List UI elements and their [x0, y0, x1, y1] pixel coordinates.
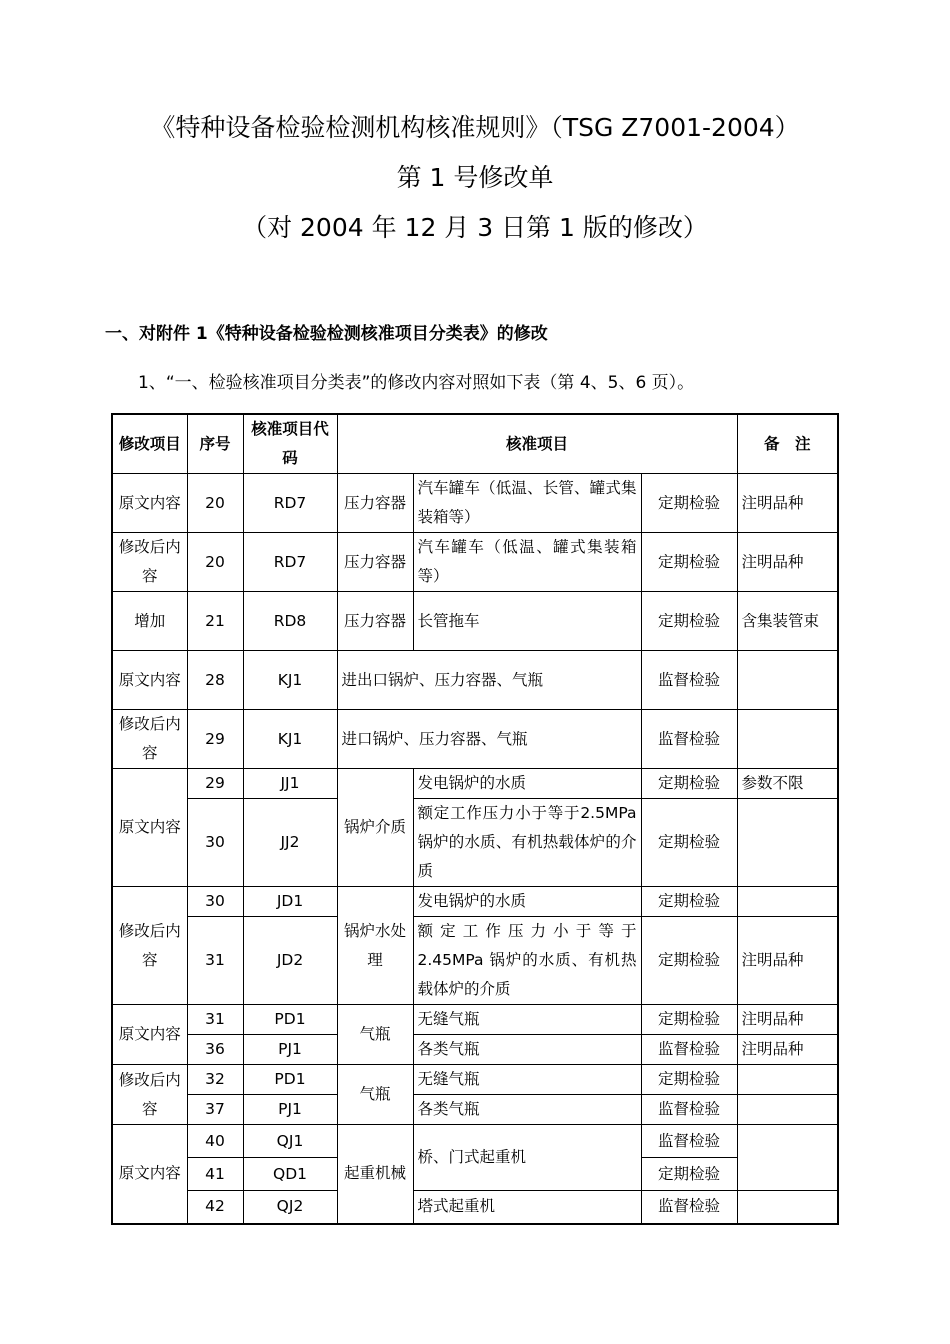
cell-type: 原文内容	[112, 1005, 187, 1065]
table-row	[112, 651, 838, 710]
cell-description: 桥、门式起重机	[413, 1125, 641, 1191]
table-row	[112, 710, 838, 769]
cell-remark: 注明品种	[737, 1005, 838, 1035]
cell-seq: 20	[187, 533, 243, 592]
cell-mode: 定期检验	[641, 533, 737, 592]
cell-remark: 注明品种	[737, 1035, 838, 1065]
cell-type: 原文内容	[112, 1125, 187, 1224]
cell-description: 各类气瓶	[413, 1095, 641, 1125]
table-row	[112, 1191, 838, 1224]
cell-type: 原文内容	[112, 474, 187, 533]
cell-mode: 监督检验	[641, 1035, 737, 1065]
cell-code: QJ2	[243, 1191, 337, 1224]
cell-description: 长管拖车	[413, 592, 641, 651]
table-header-row	[112, 414, 838, 474]
cell-remark	[737, 651, 838, 710]
cell-code: KJ1	[243, 710, 337, 769]
table-row	[112, 1005, 838, 1035]
cell-seq: 31	[187, 1005, 243, 1035]
cell-description: 汽车罐车（低温、罐式集装箱等）	[413, 533, 641, 592]
table-row	[112, 1095, 838, 1125]
cell-remark	[737, 1191, 838, 1224]
cell-seq: 30	[187, 887, 243, 917]
intro-paragraph: 1、“一、检验核准项目分类表”的修改内容对照如下表（第 4、5、6 页）。	[138, 373, 695, 393]
cell-category: 压力容器	[337, 592, 413, 651]
cell-type: 修改后内容	[112, 887, 187, 1005]
header-remark: 备 注	[737, 414, 838, 474]
cell-remark	[737, 1125, 838, 1191]
table-row	[112, 887, 838, 917]
cell-seq: 28	[187, 651, 243, 710]
amendment-table	[111, 413, 839, 1225]
cell-description: 额定工作压力小于等于2.5MPa 锅炉的水质、有机热载体炉的介质	[413, 799, 641, 887]
table-row	[112, 1065, 838, 1095]
cell-remark	[737, 710, 838, 769]
cell-mode: 监督检验	[641, 651, 737, 710]
cell-remark: 参数不限	[737, 769, 838, 799]
cell-description: 无缝气瓶	[413, 1065, 641, 1095]
cell-code: PD1	[243, 1005, 337, 1035]
cell-type: 增加	[112, 592, 187, 651]
cell-seq: 32	[187, 1065, 243, 1095]
cell-category: 气瓶	[337, 1005, 413, 1065]
cell-seq: 20	[187, 474, 243, 533]
cell-remark: 注明品种	[737, 533, 838, 592]
table-row	[112, 533, 838, 592]
cell-mode: 定期检验	[641, 474, 737, 533]
cell-mode: 定期检验	[641, 917, 737, 1005]
cell-seq: 21	[187, 592, 243, 651]
cell-code: JJ1	[243, 769, 337, 799]
header-seq: 序号	[187, 414, 243, 474]
cell-description: 无缝气瓶	[413, 1005, 641, 1035]
cell-description: 汽车罐车（低温、长管、罐式集装箱等）	[413, 474, 641, 533]
cell-code: PJ1	[243, 1035, 337, 1065]
cell-description: 塔式起重机	[413, 1191, 641, 1224]
cell-description: 进口锅炉、压力容器、气瓶	[337, 710, 641, 769]
header-modify: 修改项目	[112, 414, 187, 474]
header-code: 核准项目代码	[243, 414, 337, 474]
cell-remark	[737, 887, 838, 917]
cell-seq: 31	[187, 917, 243, 1005]
cell-seq: 40	[187, 1125, 243, 1158]
cell-mode: 定期检验	[641, 887, 737, 917]
cell-mode: 定期检验	[641, 799, 737, 887]
cell-seq: 36	[187, 1035, 243, 1065]
cell-description: 发电锅炉的水质	[413, 769, 641, 799]
cell-remark	[737, 799, 838, 887]
cell-description: 各类气瓶	[413, 1035, 641, 1065]
document-title: 《特种设备检验检测机构核准规则》（TSG Z7001-2004）	[150, 113, 800, 142]
cell-category: 压力容器	[337, 474, 413, 533]
cell-mode: 定期检验	[641, 1158, 737, 1191]
cell-code: RD7	[243, 474, 337, 533]
table-row	[112, 592, 838, 651]
table-row	[112, 474, 838, 533]
cell-seq: 30	[187, 799, 243, 887]
cell-mode: 定期检验	[641, 592, 737, 651]
cell-remark	[737, 1065, 838, 1095]
cell-mode: 监督检验	[641, 1191, 737, 1224]
cell-seq: 29	[187, 710, 243, 769]
table-row	[112, 799, 838, 887]
cell-type: 修改后内容	[112, 533, 187, 592]
cell-seq: 37	[187, 1095, 243, 1125]
cell-type: 修改后内容	[112, 710, 187, 769]
cell-seq: 41	[187, 1158, 243, 1191]
cell-code: PD1	[243, 1065, 337, 1095]
cell-category: 锅炉介质	[337, 769, 413, 887]
cell-description: 发电锅炉的水质	[413, 887, 641, 917]
cell-remark: 含集装管束	[737, 592, 838, 651]
cell-mode: 监督检验	[641, 1125, 737, 1158]
cell-code: RD7	[243, 533, 337, 592]
cell-code: JD1	[243, 887, 337, 917]
table-row	[112, 1125, 838, 1158]
cell-remark	[737, 1095, 838, 1125]
document-subtitle: 第 1 号修改单	[396, 163, 554, 192]
cell-mode: 监督检验	[641, 710, 737, 769]
section-heading: 一、对附件 1《特种设备检验检测核准项目分类表》的修改	[105, 324, 548, 344]
table-row	[112, 769, 838, 799]
cell-code: RD8	[243, 592, 337, 651]
cell-mode: 监督检验	[641, 1095, 737, 1125]
cell-code: QD1	[243, 1158, 337, 1191]
cell-description: 进出口锅炉、压力容器、气瓶	[337, 651, 641, 710]
cell-code: JJ2	[243, 799, 337, 887]
cell-remark: 注明品种	[737, 917, 838, 1005]
table-row	[112, 917, 838, 1005]
cell-mode: 定期检验	[641, 1005, 737, 1035]
cell-description: 额定工作压力小于等于2.45MPa 锅炉的水质、有机热载体炉的介质	[413, 917, 641, 1005]
cell-seq: 42	[187, 1191, 243, 1224]
cell-category: 起重机械	[337, 1125, 413, 1224]
cell-type: 原文内容	[112, 769, 187, 887]
cell-type: 原文内容	[112, 651, 187, 710]
cell-code: QJ1	[243, 1125, 337, 1158]
cell-category: 压力容器	[337, 533, 413, 592]
cell-category: 气瓶	[337, 1065, 413, 1125]
cell-category: 锅炉水处理	[337, 887, 413, 1005]
table-row	[112, 1035, 838, 1065]
cell-type: 修改后内容	[112, 1065, 187, 1125]
cell-code: PJ1	[243, 1095, 337, 1125]
cell-seq: 29	[187, 769, 243, 799]
cell-mode: 定期检验	[641, 769, 737, 799]
cell-code: KJ1	[243, 651, 337, 710]
header-item: 核准项目	[337, 414, 737, 474]
cell-code: JD2	[243, 917, 337, 1005]
cell-mode: 定期检验	[641, 1065, 737, 1095]
cell-remark: 注明品种	[737, 474, 838, 533]
document-version-note: （对 2004 年 12 月 3 日第 1 版的修改）	[242, 213, 708, 242]
